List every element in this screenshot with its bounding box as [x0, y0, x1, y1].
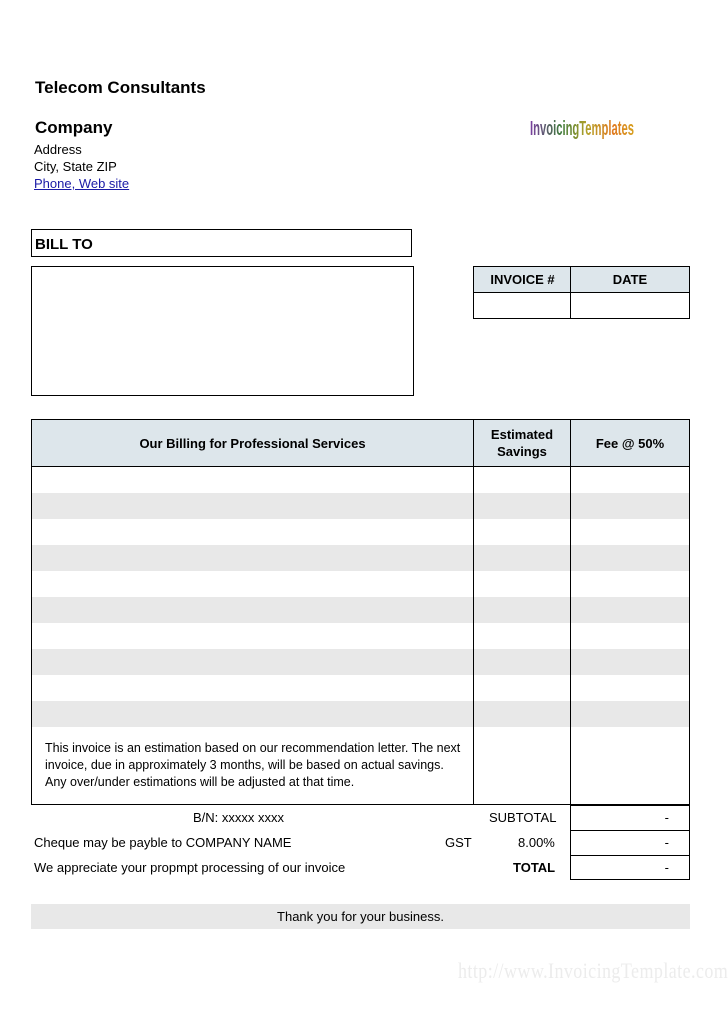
- fee-cell[interactable]: [571, 701, 689, 727]
- total-label: TOTAL: [513, 860, 556, 875]
- date-cell[interactable]: [571, 293, 689, 318]
- totals-box: [570, 805, 690, 880]
- fee-cell[interactable]: [571, 519, 689, 545]
- service-cell[interactable]: [32, 649, 473, 675]
- fee-cell[interactable]: [571, 545, 689, 571]
- date-label: DATE: [612, 272, 648, 287]
- cheque-payable-note: Cheque may be payble to COMPANY NAME: [34, 835, 292, 850]
- savings-cell[interactable]: [474, 545, 570, 571]
- service-cell[interactable]: [32, 519, 473, 545]
- service-cell[interactable]: [32, 701, 473, 727]
- savings-cell[interactable]: [474, 519, 570, 545]
- appreciation-note: We appreciate your propmpt processing of our invoice: [34, 860, 346, 875]
- gst-rate: 8.00%: [518, 835, 555, 850]
- fee-cell[interactable]: [571, 467, 689, 493]
- service-cell[interactable]: [32, 675, 473, 701]
- service-cell[interactable]: [32, 467, 473, 493]
- invoice-number-cell[interactable]: [474, 293, 570, 318]
- savings-cell[interactable]: [474, 675, 570, 701]
- service-cell[interactable]: [32, 545, 473, 571]
- bill-to-box[interactable]: [31, 266, 414, 396]
- invoice-info-table: [473, 266, 690, 319]
- savings-cell[interactable]: [474, 701, 570, 727]
- company-name: Company: [35, 118, 113, 137]
- service-cell[interactable]: [32, 597, 473, 623]
- services-table-header: [32, 420, 689, 467]
- estimation-note: This invoice is an estimation based on our recommendation letter. The next invoice, due in approximately 3 months, will be based on actual savings. Any over/under estimations will be adjusted at that time.: [45, 741, 461, 789]
- column-header-savings: Estimated Savings: [490, 427, 554, 459]
- gst-value[interactable]: -: [571, 831, 689, 856]
- watermark: http://www.InvoicingTemplate.com: [458, 958, 728, 983]
- fee-cell[interactable]: [571, 623, 689, 649]
- bill-to-label: BILL TO: [31, 229, 412, 257]
- logo: [528, 108, 640, 148]
- fee-cell[interactable]: [571, 597, 689, 623]
- logo-text: InvoicingTemplates: [530, 118, 634, 140]
- savings-cell[interactable]: [474, 597, 570, 623]
- subtotal-value[interactable]: -: [571, 806, 689, 831]
- invoice-number-label: INVOICE #: [490, 272, 555, 287]
- subtotal-label: SUBTOTAL: [489, 810, 557, 825]
- savings-cell[interactable]: [474, 571, 570, 597]
- service-cell[interactable]: [32, 571, 473, 597]
- service-cell[interactable]: [32, 493, 473, 519]
- column-header-fee: Fee @ 50%: [595, 435, 665, 451]
- business-number: B/N: xxxxx xxxx: [193, 810, 285, 825]
- fee-cell[interactable]: [571, 649, 689, 675]
- company-address: Address: [34, 142, 82, 157]
- company-city-state-zip: City, State ZIP: [34, 159, 117, 174]
- savings-cell[interactable]: [474, 623, 570, 649]
- total-value[interactable]: -: [664, 860, 669, 875]
- business-name: Telecom Consultants: [35, 78, 206, 97]
- fee-cell[interactable]: [571, 571, 689, 597]
- thank-you-banner: Thank you for your business.: [31, 904, 690, 929]
- fee-cell[interactable]: [571, 493, 689, 519]
- column-header-services: Our Billing for Professional Services: [139, 435, 366, 451]
- fee-cell[interactable]: [571, 675, 689, 701]
- savings-cell[interactable]: [474, 493, 570, 519]
- contact-link[interactable]: Phone, Web site: [34, 176, 130, 191]
- invoice-info-header: [474, 267, 689, 293]
- savings-cell[interactable]: [474, 467, 570, 493]
- savings-cell[interactable]: [474, 649, 570, 675]
- services-table: [31, 419, 690, 805]
- service-cell[interactable]: [32, 623, 473, 649]
- gst-label: GST: [445, 835, 472, 850]
